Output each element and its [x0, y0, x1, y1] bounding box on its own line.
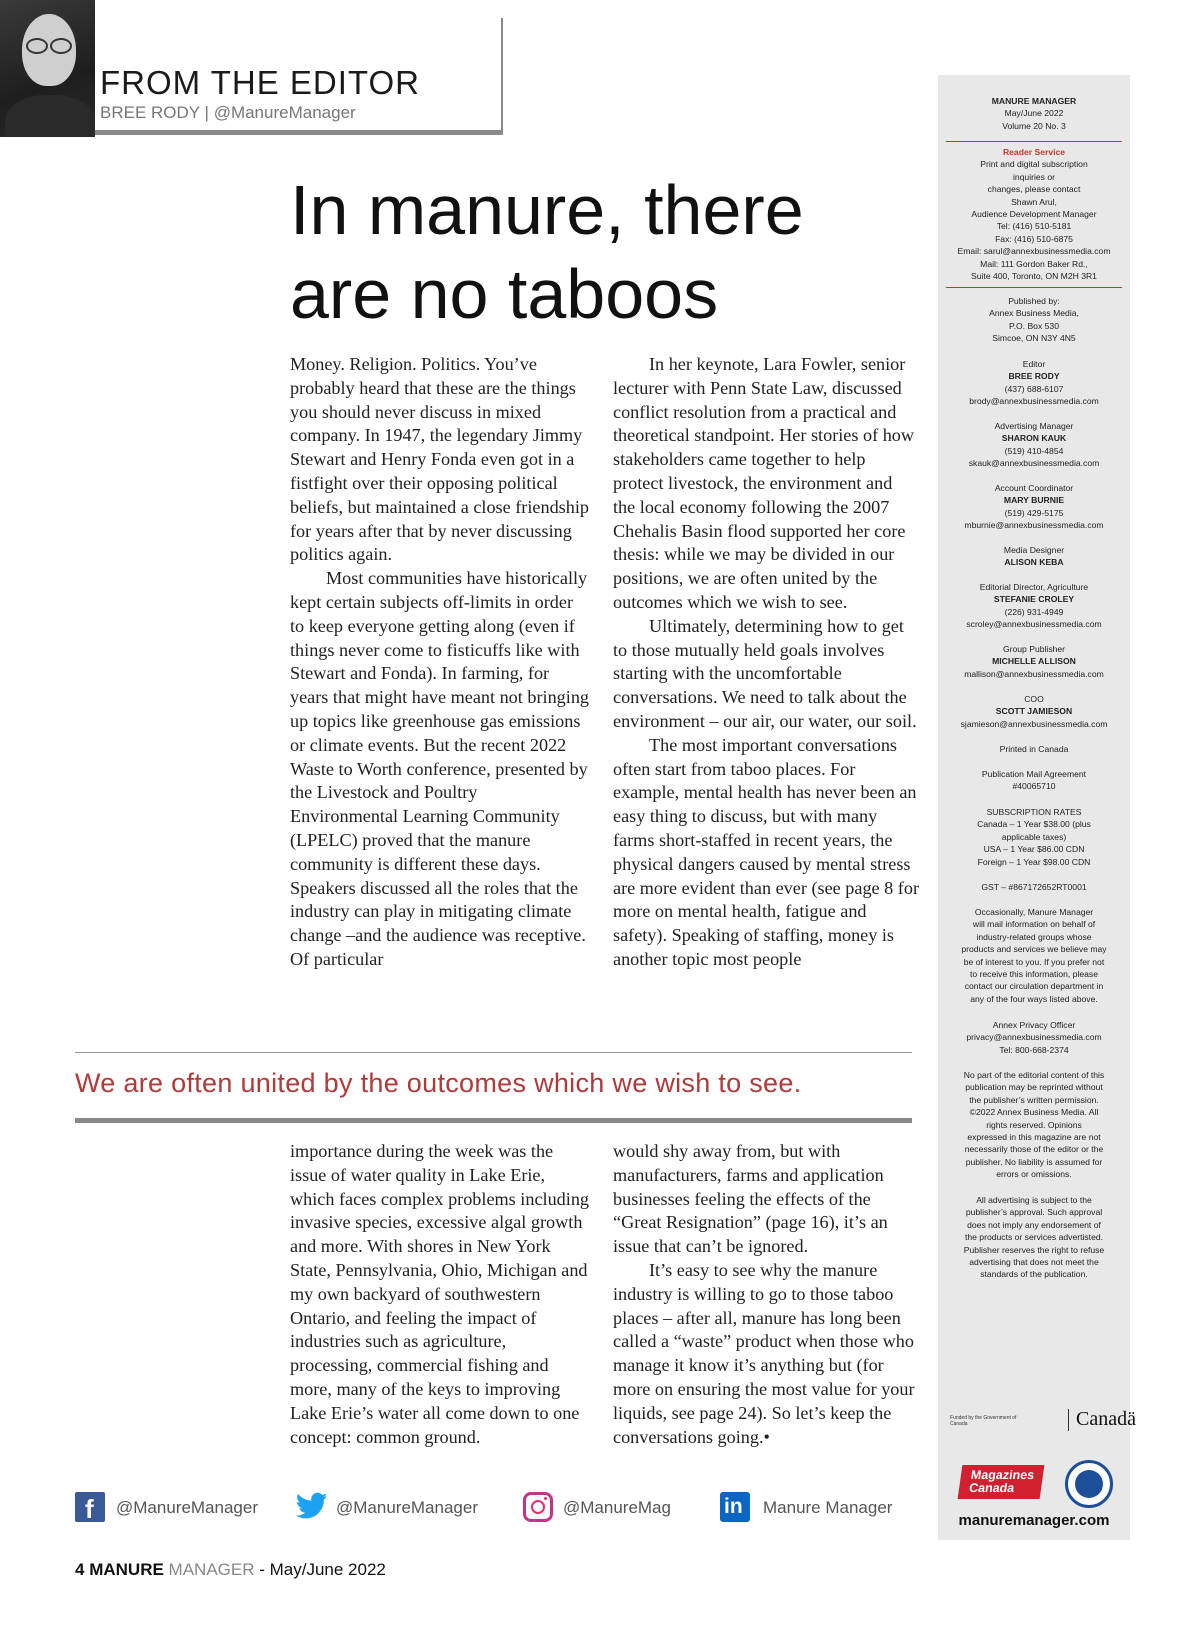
privacy-officer: Annex Privacy Officer privacy@annexbusinessmedia.com Tel: 800-668-2374: [966, 1020, 1102, 1055]
membership-seal-icon: [1065, 1460, 1113, 1508]
twitter-icon[interactable]: [296, 1492, 326, 1522]
section-title: FROM THE EDITOR: [100, 64, 420, 101]
linkedin-icon[interactable]: in: [720, 1492, 750, 1522]
paragraph: It’s easy to see why the manure industry is willing to go to those taboo places – after all, manure has long been called a “waste” product when those who manage it know it’s anything but (for more on ensuring the most value for your liquids, see page 24). So let’s keep the conversations going.•: [613, 1259, 915, 1447]
header-divider-horizontal: [95, 130, 503, 135]
paragraph: Money. Religion. Politics. You’ve probably heard that these are the things you should never discuss in mixed company. In 1947, the legendary Jimmy Stewart and Henry Fonda even got in a fistfight over their opposing political beliefs, but maintained a close friendship for years after that by never discussing politics again.: [290, 354, 589, 565]
paragraph: would shy away from, but with manufacturers, farms and application businesses feeling the effects of the “Great Resignation” (page 16), it’s an issue that can’t be ignored.: [613, 1141, 888, 1257]
mailing-notice: Occasionally, Manure Manager will mail information on behalf of industry-related groups whose products and services we believe may be of interest to you. If you prefer not to receive this information, please contact our circulation department in any of the four ways listed above.: [961, 907, 1107, 1004]
paragraph: Most communities have historically kept certain subjects off-limits in order to keep everyone getting along (even if things never come to fisticuffs like with Stewart and Fonda). In farming, for years that might have meant not bringing up topics like greenhouse gas emissions or climate events. But the recent 2022 Waste to Worth conference, presented by the Livestock and Poultry Environmental Learning Community (LPELC) proved that the manure community is different these days. Speakers discussed all the roles that the industry can play in mitigating climate change –and the audience was receptive. Of particular: [290, 568, 590, 969]
staff-media-designer: Media Designer ALISON KEBA: [1003, 545, 1065, 568]
page-footer: [75, 1560, 386, 1580]
body-column-1: [290, 353, 590, 972]
sidebar-divider: [946, 287, 1122, 288]
copyright-notice: No part of the editorial content of this publication may be reprinted without the publisher’s written permission. ©2022 Annex Business Media. All rights reserved. Opinions expressed in this magazine are not necessarily those of the editor or the publisher. No liability is assumed for errors or omissions.: [963, 1070, 1105, 1180]
paragraph: Ultimately, determining how to get to those mutually held goals involves starting with the uncomfortable conversations. We need to talk about the environment – our air, our water, our soil.: [613, 615, 917, 731]
instagram-icon[interactable]: [523, 1492, 553, 1522]
paragraph: importance during the week was the issue of water quality in Lake Erie, which faces complex problems including invasive species, excessive algal growth and more. With shores in New York State, Pennsylvania, Ohio, Michigan and my own backyard of southwestern Ontario, and feeling the impact of industries such as agriculture, processing, commercial fishing and more, many of the keys to improving Lake Erie’s water all come down to one concept: common ground.: [290, 1141, 590, 1447]
staff-editor: Editor BREE RODY (437) 688-6107 brody@annexbusinessmedia.com: [969, 359, 1099, 407]
staff-ad-manager: Advertising Manager SHARON KAUK (519) 410-4854 skauk@annexbusinessmedia.com: [968, 421, 1100, 469]
brand-bold: MANURE: [89, 1560, 164, 1579]
canada-wordmark: Canadä: [1076, 1408, 1136, 1430]
body-column-4: [613, 1140, 919, 1449]
staff-coo: COO SCOTT JAMIESON sjamieson@annexbusinessmedia.com: [960, 694, 1108, 729]
byline: BREE RODY | @ManureManager: [100, 103, 356, 122]
pull-quote: We are often united by the outcomes which we wish to see.: [75, 1068, 802, 1098]
paragraph: The most important conversations often start from taboo places. For example, mental health has never been an easy thing to discuss, but with many farms short-staffed in recent years, the physical dangers caused by mental stress are more evident than ever (see page 8 for more on mental health, fatigue and safety). Speaking of staffing, money is another topic most people: [613, 734, 919, 969]
paragraph: In her keynote, Lara Fowler, senior lecturer with Penn State Law, discussed conflict resolution from a practical and theoretical standpoint. Her stories of how stakeholders came together to help protect livestock, the environment and the local economy following the 2007 Chehalis Basin flood supported her core thesis: while we may be divided in our positions, we are often united by the outcomes which we wish to see.: [613, 354, 915, 612]
pull-quote-rule-top: [75, 1052, 912, 1053]
advertising-notice: All advertising is subject to the publisher’s approval. Such approval does not imply any endorsement of the products or services advertisted. Publisher reserves the right to refuse advertising that does not meet the standards of the publication.: [963, 1195, 1105, 1280]
publication-mail: Publication Mail Agreement #40065710: [981, 769, 1087, 792]
canada-funding-logo: Funded by the Government of Canada Canadä: [950, 1408, 1136, 1430]
editor-photo: [0, 0, 95, 137]
linkedin-handle[interactable]: Manure Manager: [763, 1498, 893, 1517]
magazines-canada-logo: Magazines Canada: [958, 1465, 1045, 1499]
masthead-sidebar: [938, 75, 1136, 1540]
facebook-handle[interactable]: @ManureManager: [116, 1498, 258, 1517]
pull-quote-rule-bottom: [75, 1118, 912, 1123]
masthead-info: MANURE MANAGER May/June 2022 Volume 20 No. 3: [991, 96, 1077, 131]
staff-group-publisher: Group Publisher MICHELLE ALLISON mallison@annexbusinessmedia.com: [964, 644, 1104, 679]
website-link[interactable]: manuremanager.com: [958, 1512, 1110, 1529]
twitter-handle[interactable]: @ManureManager: [336, 1498, 478, 1517]
instagram-handle[interactable]: @ManureMag: [563, 1498, 671, 1517]
staff-account-coordinator: Account Coordinator MARY BURNIE (519) 429-5175 mburnie@annexbusinessmedia.com: [964, 483, 1104, 531]
reader-service: Reader Service Print and digital subscription inquiries or changes, please contact Shawn Arul, Audience Development Manager Tel: (416) 510-5181 Fax: (416) 510-6875 Email: sarul@annexbusinessmedia.com Mail: 111 Gordon Baker Rd., Suite 400, Toronto, ON M2H 3R1: [957, 147, 1111, 282]
headline: In manure, there are no taboos: [290, 171, 804, 333]
published-by: Published by: Annex Business Media, P.O. Box 530 Simcoe, ON N3Y 4N5: [989, 296, 1079, 344]
brand-light: MANAGER: [168, 1560, 255, 1579]
facebook-icon[interactable]: f: [75, 1492, 105, 1522]
printed-in: Printed in Canada: [999, 744, 1069, 754]
issue-date: - May/June 2022: [254, 1560, 386, 1579]
gst-number: GST – #867172652RT0001: [981, 882, 1087, 892]
body-column-2: [613, 353, 919, 972]
sidebar-divider: [946, 141, 1122, 142]
body-column-3: [290, 1140, 590, 1449]
page-number: 4: [75, 1560, 85, 1579]
subscription-rates: SUBSCRIPTION RATES Canada – 1 Year $38.00 (plus applicable taxes) USA – 1 Year $86.00 CDN Foreign – 1 Year $98.00 CDN: [977, 807, 1091, 867]
header-divider-vertical: [501, 18, 503, 132]
staff-editorial-director: Editorial Director, Agriculture STEFANIE CROLEY (226) 931-4949 scroley@annexbusinessmedia.com: [966, 582, 1102, 630]
